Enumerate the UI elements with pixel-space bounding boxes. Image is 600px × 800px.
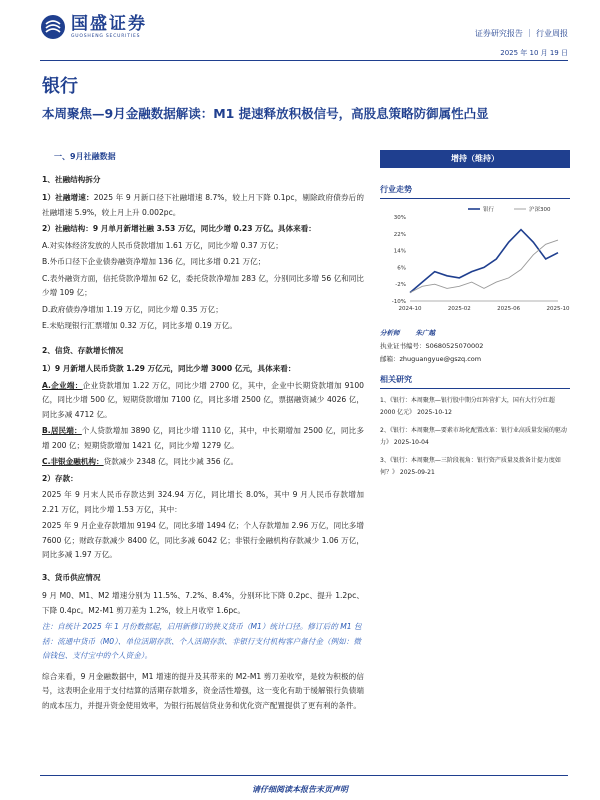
- related-item[interactable]: 2、《银行：本周聚焦—要素市场化配置改革：银行业高质量发展的驱动力》 2025-10-04: [380, 427, 567, 446]
- subsection-heading: 3、货币供应情况: [42, 572, 101, 582]
- paragraph: [42, 424, 364, 453]
- footer-disclaimer: 请仔细阅读本报告末页声明: [252, 785, 348, 794]
- analyst-label: 分析师: [380, 329, 400, 337]
- y-tick-label: 14%: [393, 248, 406, 255]
- subsection-heading: 1、社融结构拆分: [42, 174, 101, 184]
- related-title: 相关研究: [380, 374, 570, 389]
- x-tick-label: 2025-10: [546, 306, 570, 312]
- paragraph-bold: 2）存款：: [42, 473, 78, 483]
- sidebar: [380, 150, 570, 485]
- rating-badge: 增持（维持）: [380, 150, 570, 168]
- note-text: 注：自统计 2025 年 1 月份数据起，启用新修订的狭义货币（M1）统计口径。修订后的 M1 包括：流通中货币（M0）、单位活期存款、个人活期存款、非银行支付机构客户备付金（例如：微信钱包、支付宝中的个人资金）。: [42, 622, 362, 660]
- legend-label: 沪深300: [529, 207, 551, 213]
- analyst-info: [380, 327, 570, 366]
- logo-name-en: GUOSHENG SECURITIES: [71, 34, 141, 39]
- y-tick-label: -2%: [395, 282, 406, 289]
- analyst-name: 朱广越: [415, 329, 435, 337]
- summary-paragraph: 综合来看，9 月金融数据中，M1 增速的提升及其带来的 M2-M1 剪刀差收窄，是较为积极的信号，这表明企业用于支付结算的活期存款增多，资金活性增强，这一变化有助于缓解银行负债端的成本压力，并提升资金使用效率，为银行拓展信贷业务和优化资产配置提供了更有利的条件。: [42, 671, 364, 710]
- paragraph: 9 月 M0、M1、M2 增速分别为 11.5%、7.2%、8.4%，分别环比下降 0.2pc、提升 1.2pc、下降 0.4pc。M2-M1 剪刀差为 1.2%，较上月收窄 1.6pc。: [42, 591, 364, 615]
- list-item: D.政府债券净增加 1.19 万亿，同比少增 0.35 万亿；: [42, 304, 223, 314]
- report-type: 证券研究报告 ｜ 行业周报: [474, 29, 568, 38]
- paragraph-bold: 1）9 月新增人民币贷款 1.29 万亿元，同比少增 3000 亿元，具体来看：: [42, 364, 296, 373]
- paragraph: [42, 191, 364, 220]
- related-item[interactable]: 1、《银行：本周聚焦—银行股中期分红阵营扩大，国有大行分红超 2000 亿元》 2025-10-12: [380, 397, 555, 416]
- paragraph-text: 贷款减少 2348 亿，同比少减 356 亿。: [103, 457, 239, 466]
- sector-title: 银行: [42, 76, 78, 97]
- paragraph: [42, 455, 364, 470]
- trend-chart-svg: [380, 203, 570, 319]
- analyst-cert: 执业证书编号：S0680525070002: [380, 342, 484, 350]
- logo-name-cn: 国盛证券: [71, 14, 147, 34]
- report-headline: 本周聚焦—9月金融数据解读：M1 提速释放积极信号，高股息策略防御属性凸显: [42, 106, 489, 121]
- y-tick-label: 6%: [397, 265, 406, 272]
- y-tick-label: 30%: [393, 215, 406, 221]
- related-item[interactable]: 3、《银行：本周聚焦—三阶段视角：银行资产质量及拨备计提力度如何？》 2025-09-21: [380, 457, 561, 476]
- subsection-heading: 2、信贷、存款增长情况: [42, 345, 124, 355]
- list-item: E.未贴现银行汇票增加 0.32 万亿，同比多增 0.19 万亿。: [42, 321, 237, 330]
- paragraph-text: 个人贷款增加 3890 亿，同比少增 1110 亿，其中，中长期增加 2500 亿，同比多增 200 亿；短期贷款增加 1421 亿，同比少增 1279 亿。: [42, 426, 364, 450]
- underlined-label: B.居民端：: [42, 426, 82, 435]
- paragraph-bold: 2）社融结构：9 月单月新增社融 3.53 万亿，同比少增 0.23 万亿。具体来看：: [42, 224, 316, 233]
- footer-divider: [40, 775, 568, 776]
- y-tick-label: 22%: [393, 231, 406, 238]
- paragraph: 2025 年 9 月末人民币存款达到 324.94 万亿，同比增长 8.0%，其中 9 月人民币存款增加 2.21 万亿，同比少增 1.53 万亿，其中：: [42, 490, 364, 514]
- paragraph-text: 2025 年 9 月新口径下社融增速 8.7%，较上月下降 0.1pc，剔除政府债券后的社融增速 5.9%，较上月上升 0.002pc。: [42, 193, 364, 217]
- series-line-csi300: [410, 240, 558, 293]
- underlined-label: C.非银金融机构：: [42, 457, 104, 466]
- analyst-email: 邮箱：zhuguangyue@gszq.com: [380, 355, 482, 363]
- series-line-bank: [410, 230, 558, 293]
- paragraph: [42, 379, 364, 423]
- report-date: 2025 年 10 月 19 日: [500, 49, 568, 57]
- list-item: B.外币口径下企业债券融资净增加 136 亿，同比多增 0.21 万亿；: [42, 257, 266, 266]
- underlined-label: A.企业端：: [42, 380, 83, 390]
- x-tick-label: 2025-02: [447, 306, 471, 312]
- analyst-names: [380, 327, 570, 340]
- list-item: C.表外融资方面，信托贷款净增加 62 亿，委托贷款净增加 283 亿，分别同比多增 56 亿和同比少增 109 亿；: [42, 273, 364, 297]
- x-tick-label: 2024-10: [398, 306, 422, 312]
- list-item: A.对实体经济发放的人民币贷款增加 1.61 万亿，同比少增 0.37 万亿；: [42, 240, 283, 250]
- main-content: [42, 150, 364, 715]
- y-tick-label: -10%: [391, 299, 406, 305]
- trend-chart: [380, 203, 570, 319]
- related-list: [380, 395, 570, 479]
- company-logo: [40, 14, 147, 40]
- legend-label: 银行: [483, 207, 495, 213]
- header-divider: [40, 60, 568, 61]
- paragraph: 2025 年 9 月企业存款增加 9194 亿，同比多增 1494 亿；个人存款增加 2.96 万亿，同比多增 7600 亿；财政存款减少 8400 亿，同比多减 6042 亿；非银行金融机构存款减少 1.06 万亿，同比多减 1.97 万亿。: [42, 521, 364, 559]
- section-heading: 一、9月社融数据: [54, 152, 116, 161]
- trend-title: 行业走势: [380, 184, 570, 199]
- bold-label: 1）社融增速：: [42, 193, 94, 202]
- x-tick-label: 2025-06: [497, 306, 521, 312]
- logo-mark-icon: [40, 14, 66, 40]
- paragraph-text: 企业贷款增加 1.22 万亿，同比少增 2700 亿，其中，企业中长期贷款增加 9100 亿，同比少增 500 亿，短期贷款增加 7100 亿，同比多增 2500 亿，票据融资减少 4026 亿，同比多减 4712 亿。: [42, 380, 364, 419]
